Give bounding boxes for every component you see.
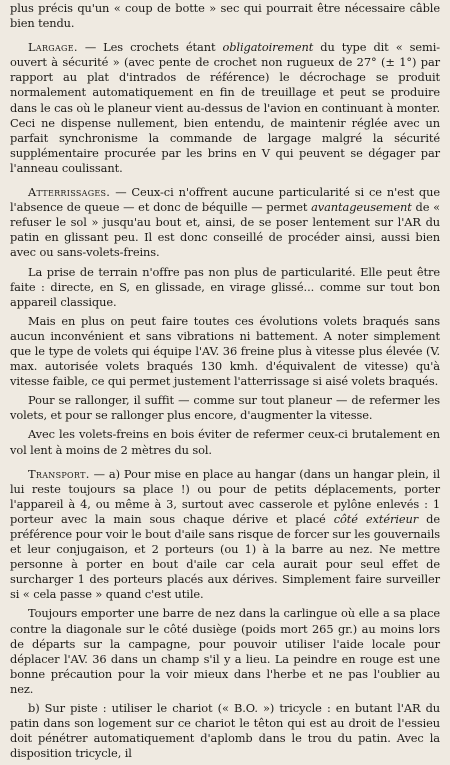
text-run: b) Sur piste : utiliser le chariot (« B.O. ») tricycle : en butant l'AR du patin dans son logement sur ce chariot le têton qui est au droit de l'essieu doit pénétrer automatiquement d'aplomb dans le trou du patin. Avec la disposition tricycle, il xyxy=(10,701,440,761)
text-run: Avec les volets-freins en bois éviter de refermer ceux-ci brutalement en vol lent à moins de 2 mètres du sol. xyxy=(10,427,440,457)
volets-paragraph xyxy=(10,314,440,389)
volets-freins-bois-paragraph xyxy=(10,427,440,457)
rallonger-paragraph xyxy=(10,393,440,423)
text-run: La prise de terrain n'offre pas non plus de particularité. Elle peut être faite : directe, en S, en glissade, en virage glissé... comme sur tout bon appareil classique. xyxy=(10,264,440,309)
emphasis-text: avantageusement xyxy=(311,200,412,215)
barre-de-nez-paragraph xyxy=(10,606,440,697)
body-text xyxy=(10,1,440,765)
text-run: plus précis qu'un « coup de botte » sec qui pourrait être nécessaire câble bien tendu. xyxy=(10,1,440,31)
continuation-paragraph xyxy=(10,1,440,31)
emphasis-text: obligatoirement xyxy=(222,40,314,55)
text-run: de préférence pour voir le bout d'aile sans risque de forcer sur les gouvernails et leur conjugaison, et 2 porteurs (ou 1) à la barre au nez. Ne mettre personne à porter en bout d'aile car cela aurait pour seul effet de surcharger 1 des porteurs placés aux dérives. Simplement faire surveiller si « cela passe » quand c'est utile. xyxy=(10,511,440,602)
text-run: Pour se rallonger, il suffit — comme sur tout planeur — de refermer les volets, et pour se rallonger plus encore, d'augmenter la vitesse. xyxy=(10,393,440,423)
transport-paragraph xyxy=(10,467,440,603)
section-heading: Largage. xyxy=(28,40,78,55)
emphasis-text: côté extérieur xyxy=(333,511,419,526)
text-run: — a) Pour mise en place au hangar (dans un hangar plein, il lui reste toujours sa place !) ou pour de petits déplacements, porter l'appareil à 4, ou même à 3, surtout avec casserole et pylône enlevés : 1 porteur avec la main sous chaque dérive et placé xyxy=(10,466,440,526)
section-heading: Transport. xyxy=(28,466,90,481)
text-run: — Ceux-ci n'offrent aucune particularité si ce n'est que l'absence de queue — et donc de béquille — permet xyxy=(10,185,440,215)
text-run: Mais en plus on peut faire toutes ces évolutions volets braqués sans aucun inconvénient et sans vibrations ni battement. A noter simplement que le type de volets qui équipe l'AV. 36 freine plus à vitesse plus élevée (V. max. autorisée volets braqués 130 kmh. d'équivalent de vitesse) qu'à vitesse faible, ce qui permet justement l'atterrissage si aisé volets braqués. xyxy=(10,313,440,389)
prise-de-terrain-paragraph xyxy=(10,265,440,310)
section-heading: Atterrissages. xyxy=(28,185,111,200)
text-run: de « refuser le sol » jusqu'au bout et, ainsi, de se poser lentement sur l'AR du patin en glissant peu. Il est donc conseillé de procéder ainsi, aussi bien avec ou sans-volets-freins. xyxy=(10,200,440,260)
sur-piste-paragraph xyxy=(10,701,440,761)
largage-paragraph xyxy=(10,40,440,176)
atterrissages-paragraph xyxy=(10,185,440,260)
text-run: Toujours emporter une barre de nez dans la carlingue où elle a sa place contre la diagonale sur le côté dusiège (poids mort 265 gr.) au moins lors de départs sur la campagne, pour pouvoir utiliser l'aide locale pour déplacer l'AV. 36 dans un champ s'il y a lieu. La peindre en rouge est une bonne précaution pour la voir mieux dans l'herbe et ne pas l'oublier au nez. xyxy=(10,606,440,696)
text-run: — Les crochets étant xyxy=(77,40,223,55)
text-run: du type dit « semi-ouvert à sécurité » (avec pente de crochet non rugueux de 27° (± 1°) par rapport au plat d'intrados de référence) le décrochage se produit normalement automatiquement en fin de treuillage et peut se produire dans le cas où le planeur vient au-dessus de l'avion en continuant à monter. Ceci ne dispense nullement, bien entendu, de maintenir réglée avec un parfait synchronisme la commande de largage malgré la sécurité supplémentaire procurée par les brins en V qui peuvent se dégager par l'anneau coulissant. xyxy=(10,40,440,175)
